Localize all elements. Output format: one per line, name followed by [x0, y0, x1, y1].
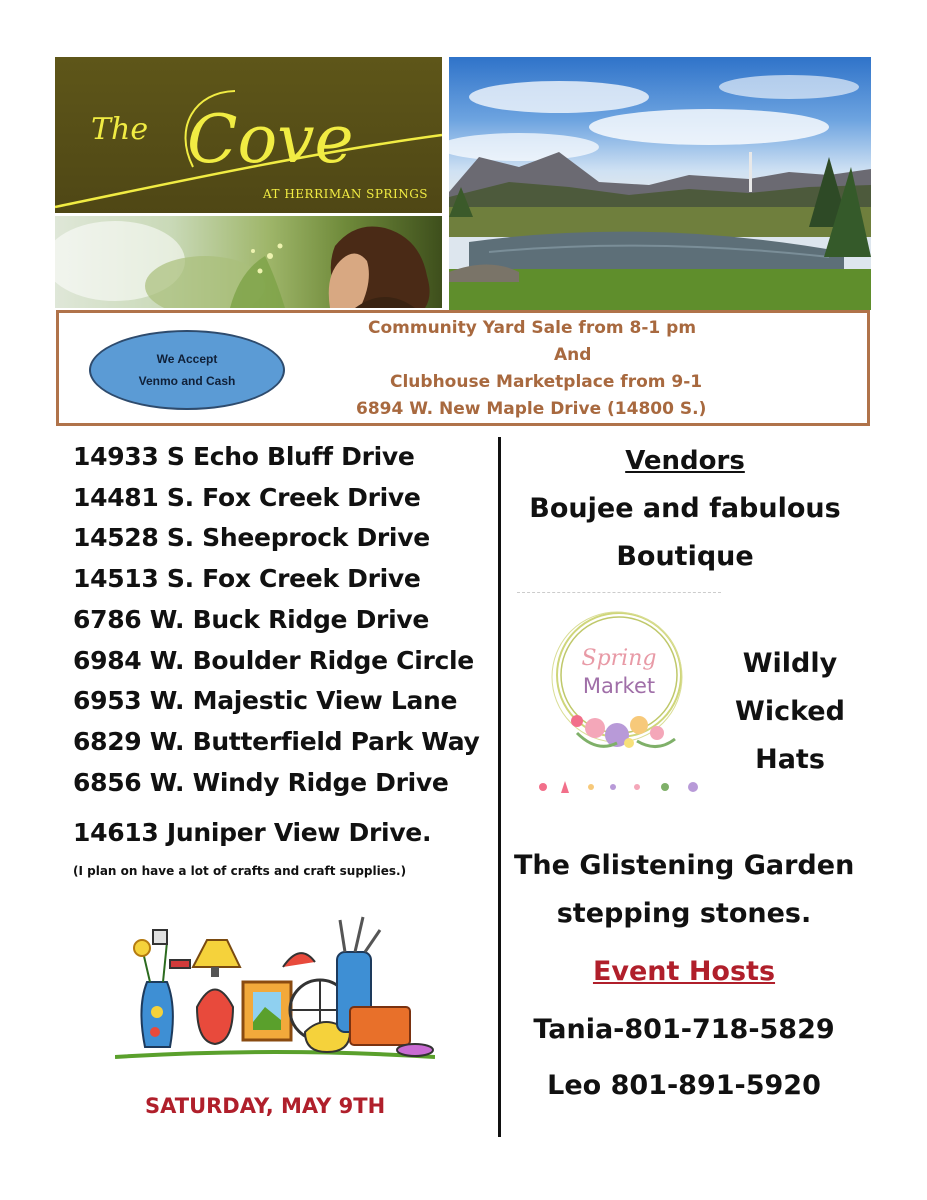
host-contact-tania: Tania-801-718-5829 [533, 1014, 835, 1045]
vendor-garden-line-1: The Glistening Garden [514, 850, 855, 881]
address-item: 6856 W. Windy Ridge Drive [73, 768, 449, 797]
address-item: 6953 W. Majestic View Lane [73, 686, 458, 715]
and-connector: And [554, 345, 592, 365]
sale-date: SATURDAY, MAY 9TH [145, 1094, 386, 1118]
logo-the-text: The [91, 112, 149, 147]
event-info-box [56, 310, 870, 426]
logo-subtitle: AT HERRIMAN SPRINGS [263, 187, 429, 201]
vendor-hats-line-2: Wicked [735, 696, 845, 727]
address-item: 14933 S Echo Bluff Drive [73, 442, 415, 471]
address-item: 14513 S. Fox Creek Drive [73, 564, 421, 593]
address-item: 14528 S. Sheeprock Drive [73, 523, 430, 552]
cove-logo-panel [55, 57, 442, 213]
vendor-garden-line-2: stepping stones. [556, 898, 812, 929]
payment-line-1: We Accept [156, 352, 218, 366]
address-item: 6984 W. Boulder Ridge Circle [73, 646, 474, 675]
clubhouse-address: 6894 W. New Maple Drive (14800 S.) [356, 399, 707, 419]
vendor-boutique-line-2: Boutique [616, 541, 754, 572]
address-item: 6786 W. Buck Ridge Drive [73, 605, 429, 634]
host-contact-leo: Leo 801-891-5920 [547, 1070, 821, 1101]
logo-cove-text: Cove [187, 101, 354, 178]
event-hosts-heading: Event Hosts [592, 956, 776, 987]
mountain-pond-landscape-photo [449, 57, 871, 310]
vendors-heading: Vendors [625, 446, 745, 476]
marketplace-hours: Clubhouse Marketplace from 9-1 [390, 372, 703, 392]
spring-market-market-text: Market [582, 674, 656, 698]
payment-methods-oval [89, 330, 285, 410]
spring-market-spring-text: Spring [581, 646, 657, 671]
woman-in-field-photo [55, 216, 442, 308]
payment-line-2: Venmo and Cash [138, 374, 236, 388]
vendor-hats-line-3: Hats [755, 744, 825, 775]
vendor-hats-line-1: Wildly [742, 648, 838, 679]
craft-supplies-note: (I plan on have a lot of crafts and craft supplies.) [73, 864, 407, 878]
address-item: 14481 S. Fox Creek Drive [73, 483, 421, 512]
spring-market-graphic [517, 592, 721, 813]
column-divider [498, 437, 501, 1137]
yard-sale-hours: Community Yard Sale from 8-1 pm [368, 318, 697, 338]
yard-sale-items-clipart [115, 912, 435, 1062]
address-item: 6829 W. Butterfield Park Way [73, 727, 480, 756]
vendor-boutique-line-1: Boujee and fabulous [529, 493, 841, 524]
address-item: 14613 Juniper View Drive. [73, 818, 432, 847]
